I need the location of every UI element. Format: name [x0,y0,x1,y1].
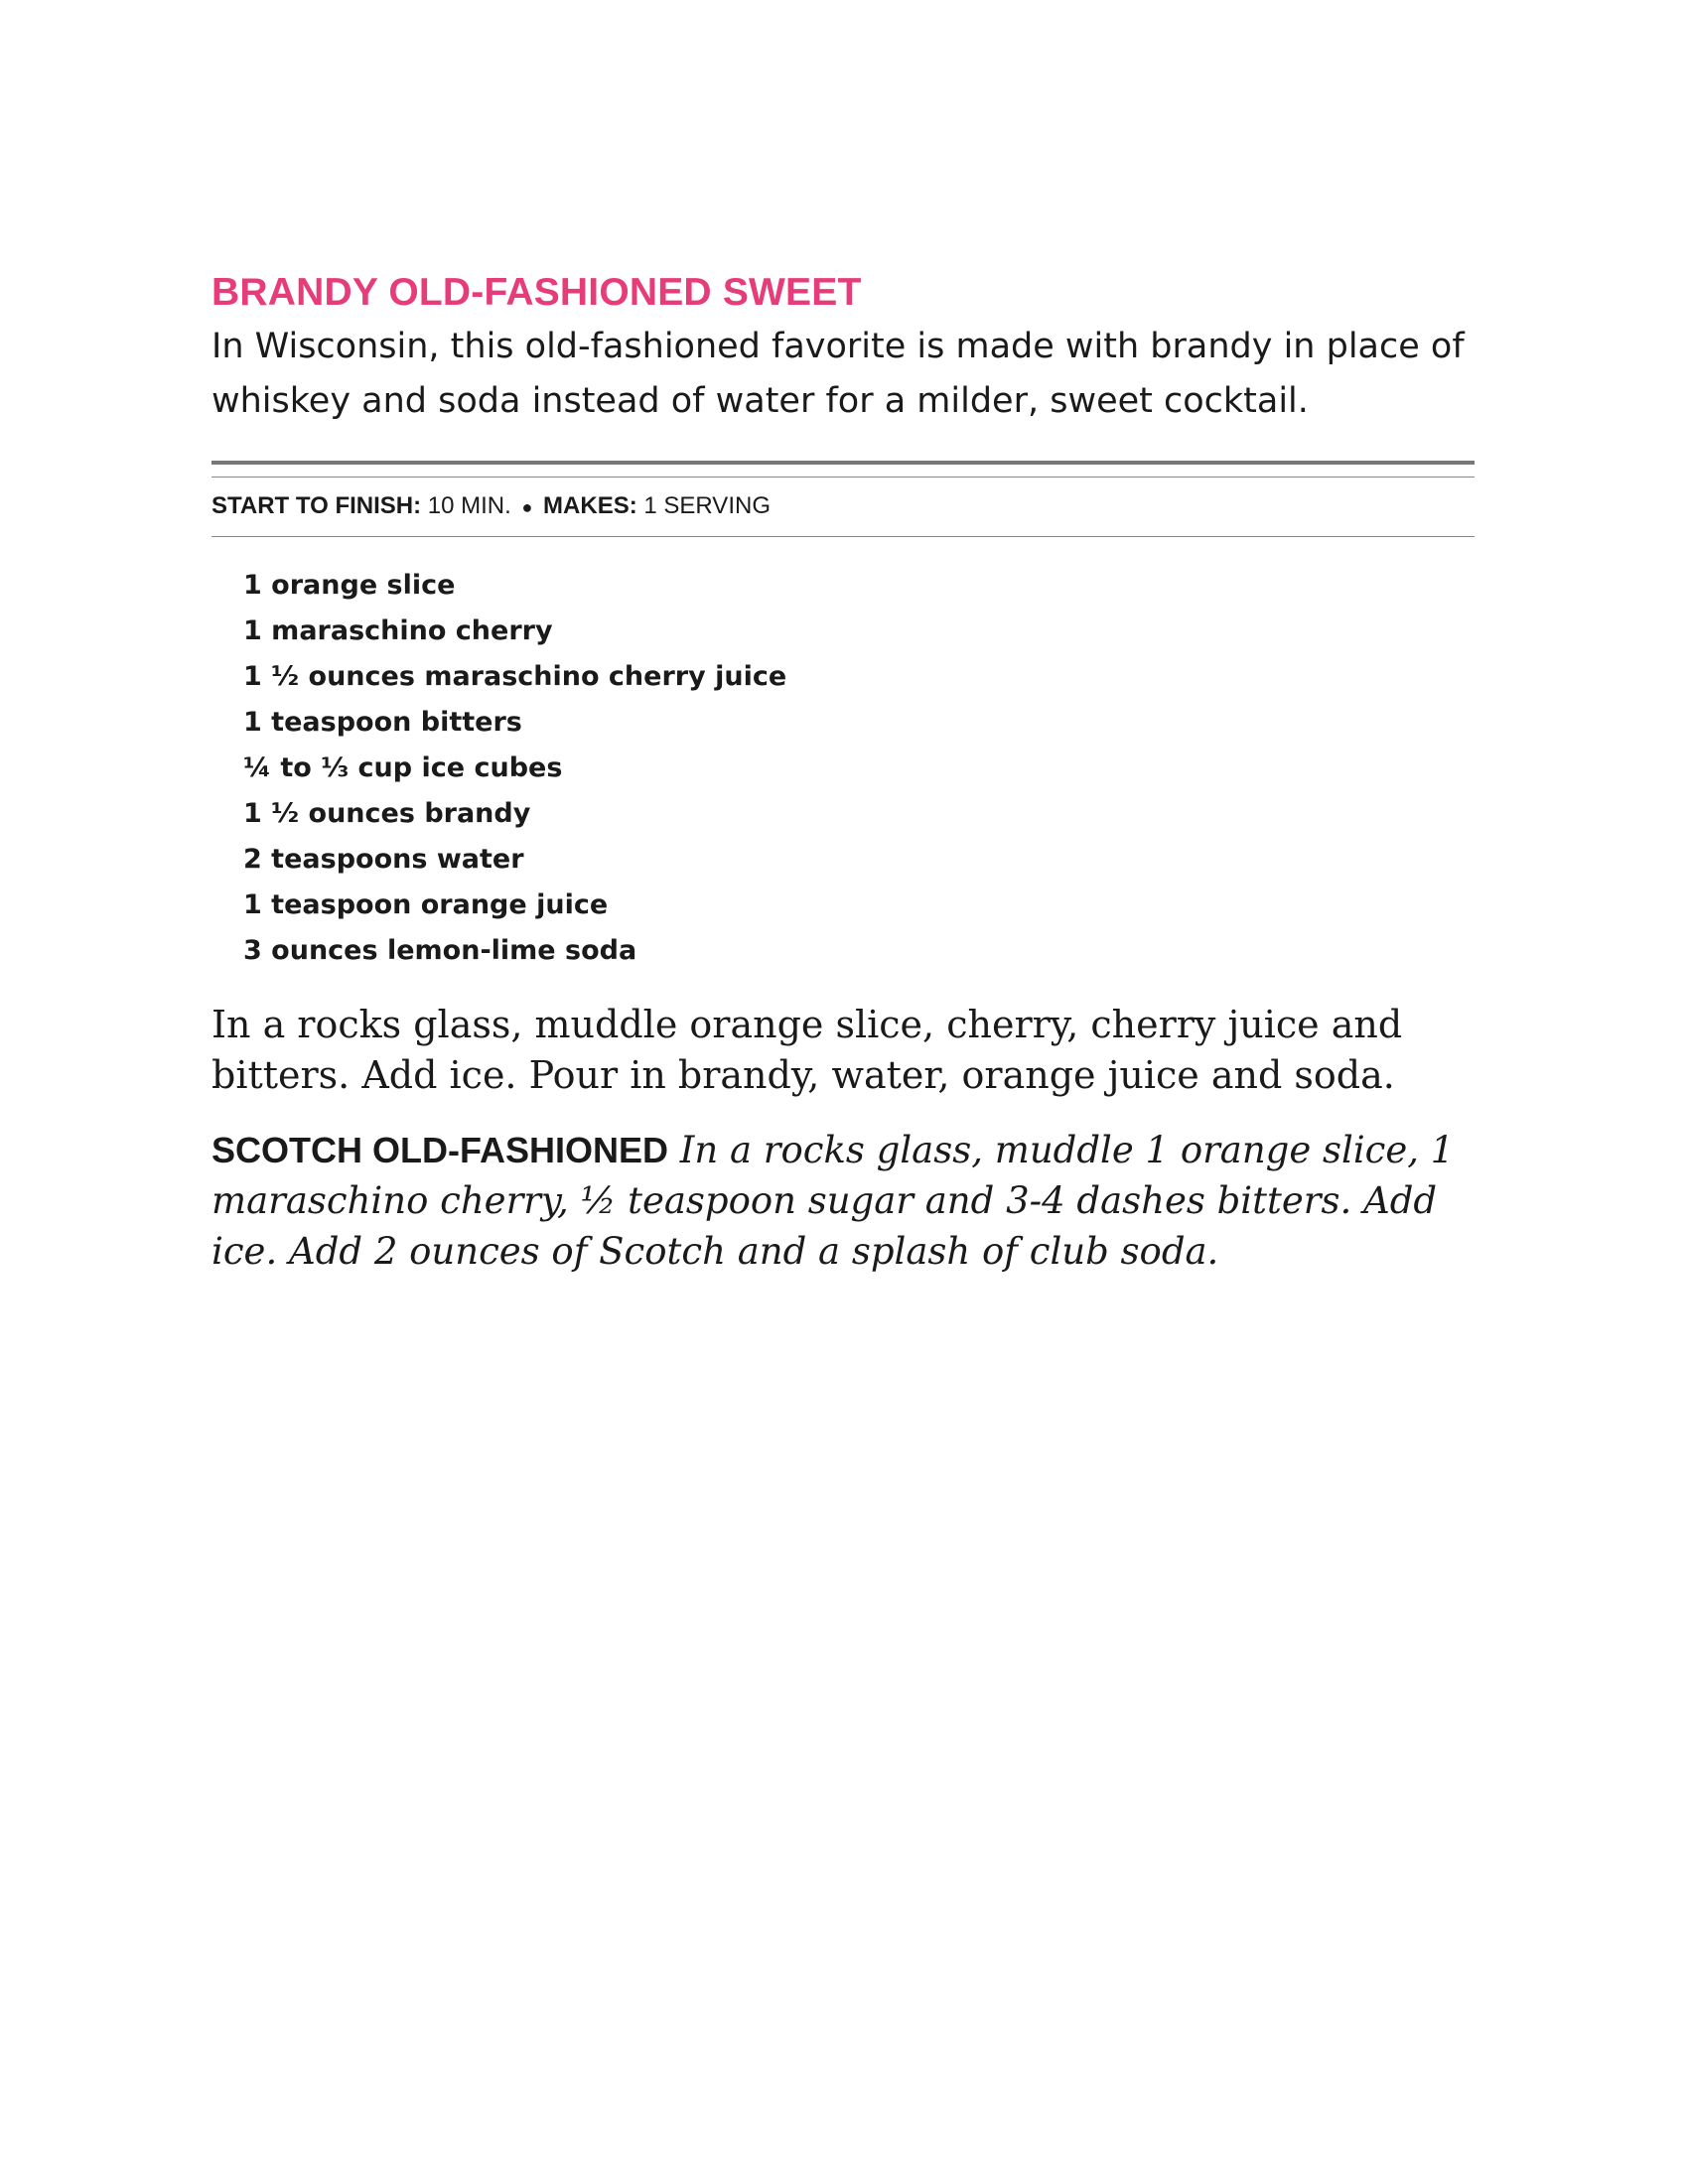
recipe-title: BRANDY OLD-FASHIONED SWEET [211,271,862,314]
divider-meta [211,536,1475,537]
divider-thin [211,477,1475,478]
meta-separator: ● [521,497,533,517]
ingredient-item: 1 orange slice [243,570,456,601]
recipe-directions: In a rocks glass, muddle orange slice, cherry, cherry juice and bitters. Add ice. Pour in brandy, water, orange juice and soda. [211,1003,1403,1097]
ingredient-item: 1 teaspoon orange juice [243,889,609,920]
recipe-variation [211,1125,1475,1277]
variation-title: SCOTCH OLD-FASHIONED [211,1130,669,1170]
recipe-intro: In Wisconsin, this old-fashioned favorite is made with brandy in place of whiskey and soda instead of water for a milder, sweet cocktail. [211,327,1465,421]
makes-value: 1 SERVING [643,492,771,519]
ingredient-item: 1 ½ ounces brandy [243,798,531,829]
ingredient-item: 3 ounces lemon-lime soda [243,935,637,966]
makes-label: MAKES: [543,492,637,519]
ingredient-item: 1 teaspoon bitters [243,707,522,738]
start-to-finish-label: START TO FINISH: [211,492,422,519]
ingredient-list [243,563,1475,974]
ingredient-item: 1 ½ ounces maraschino cherry juice [243,661,787,692]
variation-body: In a rocks glass, muddle 1 orange slice, 1 maraschino cherry, ½ teaspoon sugar and 3-4 dashes bitters. Add ice. Add 2 ounces of Scotch and a splash of club soda. [211,1129,1455,1273]
divider-thick [211,461,1475,465]
ingredient-item: 1 maraschino cherry [243,615,553,646]
start-to-finish-value: 10 MIN. [427,492,511,519]
ingredient-item: ¼ to ⅓ cup ice cubes [243,752,563,783]
recipe-card [211,268,1475,1277]
ingredient-item: 2 teaspoons water [243,844,524,875]
recipe-meta [211,491,1475,522]
